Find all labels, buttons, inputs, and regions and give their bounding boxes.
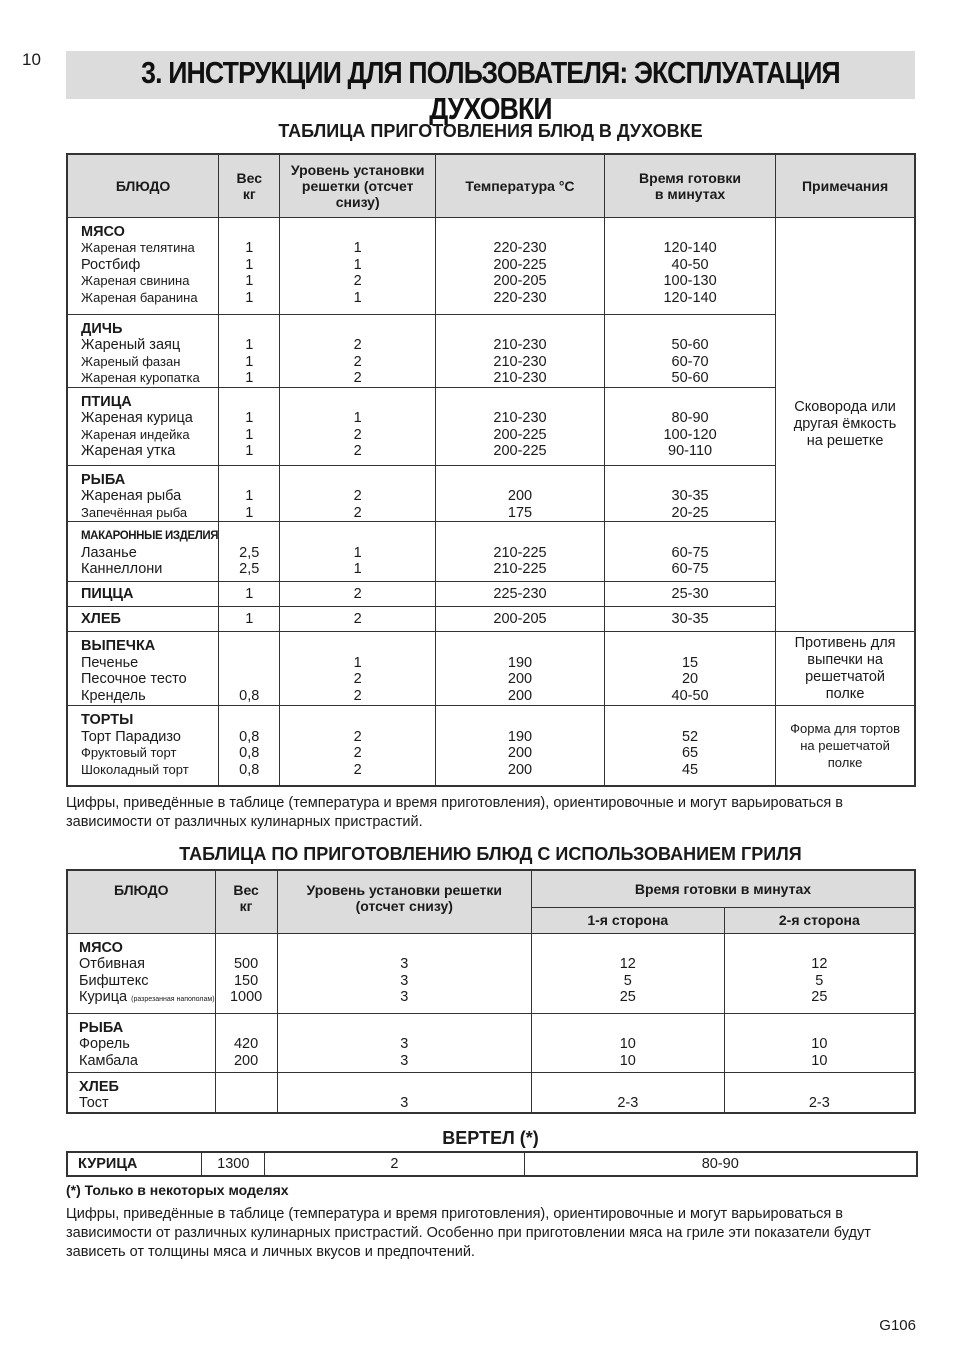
dish-temp: 210-225	[493, 561, 547, 577]
dish-name: Жареный фазан	[81, 353, 181, 369]
grill-level-cell	[277, 1072, 531, 1113]
dish-weight-cell	[219, 632, 280, 706]
dish-weight: 1	[219, 607, 280, 632]
dish-time: 40-50	[671, 256, 709, 273]
oven-table-title: ТАБЛИЦА ПРИГОТОВЛЕНИЯ БЛЮД В ДУХОВКЕ	[278, 121, 703, 141]
dish-names-cell	[67, 314, 219, 387]
dish-temperature: 200-205	[436, 607, 605, 632]
dish-time: 60-75	[671, 544, 709, 561]
dish-temp-cell	[436, 522, 605, 582]
grill-header-level: Уровень установки решетки (отсчет снизу)	[277, 870, 531, 933]
dish-weight: 1	[245, 240, 254, 256]
dish-level: 1	[353, 561, 362, 577]
dish-time: 60-70	[671, 353, 709, 370]
dish-name: Крендель	[81, 687, 146, 704]
dish-temp: 210-225	[493, 544, 547, 561]
dish-level: 1	[353, 654, 362, 671]
header-weight: Вес кг	[219, 154, 280, 217]
dish-level: 2	[353, 426, 362, 443]
dish-temp-cell	[436, 217, 605, 314]
grill-s2: 25	[811, 989, 828, 1005]
grill-names-cell	[67, 1013, 215, 1072]
notes-tray: Противень для выпечки на решетчатой полке	[776, 632, 915, 706]
dish-weight-cell	[219, 217, 280, 314]
dish-weight: 0,8	[239, 728, 260, 745]
grill-weight: 150	[233, 972, 259, 989]
dish-name: Торт Парадизо	[81, 728, 181, 745]
dish-level-cell	[280, 314, 436, 387]
dish-weight: 1	[245, 443, 254, 459]
dish-name: Жареная баранина	[81, 289, 198, 305]
dish-weight: 1	[245, 370, 254, 386]
dish-level-cell	[280, 706, 436, 786]
grill-s1: 25	[619, 989, 636, 1005]
grill-weight	[216, 1095, 277, 1112]
grill-s1: 5	[623, 972, 632, 989]
dish-time: 80-90	[671, 410, 709, 426]
dish-level: 1	[353, 240, 362, 256]
dish-level: 2	[353, 370, 362, 386]
dish-names-cell	[67, 706, 219, 786]
dish-name: Каннеллони	[81, 561, 163, 577]
dish-category: ПТИЦА	[81, 393, 132, 410]
dish-time: 45	[681, 761, 699, 778]
dish-weight: 1	[245, 504, 254, 521]
dish-time: 25-30	[604, 582, 775, 607]
grill-level: 3	[400, 1036, 409, 1052]
dish-temp: 200-225	[493, 443, 547, 459]
dish-name: Жареная свинина	[81, 273, 190, 288]
grill-level-cell	[277, 933, 531, 1013]
dish-level: 2	[280, 582, 436, 607]
notes-pan: Сковорода или другая ёмкость на решетке	[776, 217, 915, 632]
dish-temp: 175	[507, 504, 533, 521]
dish-name: Песочное тесто	[81, 671, 187, 687]
grill-s2-cell	[724, 933, 915, 1013]
dish-level: 2	[353, 728, 362, 745]
dish-weight: 1	[245, 426, 254, 443]
grill-footnote: Цифры, приведённые в таблице (температура и время приготовления), ориентировочные и могут варьироваться в зависимости от различных кулинарных пристрастий. Особенно при приготовлении мяса на гриле эти показатели будут зависеть от толщины мяса и личных вкусов и предпочтений.	[66, 1206, 871, 1260]
dish-temp: 220-230	[493, 289, 547, 306]
dish-level: 2	[280, 607, 436, 632]
dish-weight: 0,8	[239, 687, 260, 704]
dish-weight: 2,5	[239, 561, 260, 577]
notes-form: Форма для тортов на решетчатой полке	[776, 706, 915, 786]
grill-dish	[79, 956, 215, 973]
header-temperature: Температура °C	[436, 154, 605, 217]
dish-name: Фруктовый торт	[81, 745, 177, 760]
dish-name: Жареная рыба	[81, 488, 182, 504]
dish-time: 100-130	[663, 273, 717, 289]
spit-table	[66, 1151, 918, 1177]
grill-s2-cell	[724, 1013, 915, 1072]
dish-time: 40-50	[671, 687, 709, 704]
grill-weight-cell	[215, 1013, 277, 1072]
dish-weight: 1	[245, 273, 254, 289]
dish-names-cell	[67, 465, 219, 522]
dish-name: Жареная утка	[81, 443, 176, 459]
model-note: (*) Только в некоторых моделях	[66, 1182, 289, 1198]
dish-level: 1	[353, 410, 362, 426]
grill-s1: 2-3	[617, 1095, 639, 1111]
grill-level: 3	[400, 1095, 409, 1111]
grill-dish	[79, 989, 215, 1009]
dish-level: 2	[353, 353, 362, 370]
dish-temp: 200	[507, 671, 533, 687]
dish-time: 120-140	[663, 289, 717, 306]
dish-level: 2	[353, 488, 362, 504]
grill-category: ХЛЕБ	[79, 1078, 119, 1095]
dish-level: 2	[353, 504, 362, 521]
grill-header-weight: Вес кг	[215, 870, 277, 933]
dish-temperature: 225-230	[436, 582, 605, 607]
dish-weight: 1	[245, 488, 254, 504]
grill-dish	[79, 1095, 215, 1112]
grill-weight: 200	[233, 1052, 259, 1069]
dish-level: 1	[353, 289, 362, 306]
grill-s2: 5	[815, 972, 824, 989]
grill-weight-cell	[215, 933, 277, 1013]
dish-temp: 200	[507, 687, 533, 704]
dish-name: Запечённая рыба	[81, 504, 188, 520]
grill-s1: 10	[619, 1052, 636, 1069]
dish-level: 2	[353, 671, 362, 687]
dish-temp: 220-230	[493, 240, 547, 256]
grill-s2-cell	[724, 1072, 915, 1113]
dish-level: 2	[353, 745, 362, 761]
grill-s2: 12	[811, 956, 828, 972]
grill-dish	[79, 1036, 215, 1053]
spit-dish: КУРИЦА	[67, 1152, 202, 1176]
grill-header-dish: БЛЮДО	[67, 870, 215, 933]
dish-weight: 1	[219, 582, 280, 607]
grill-names-cell	[67, 933, 215, 1013]
grill-dish-extra: (разрезанная напополам)	[131, 996, 215, 1003]
dish-category: ВЫПЕЧКА	[81, 638, 156, 654]
dish-name: Ростбиф	[81, 256, 141, 273]
spit-weight: 1300	[202, 1152, 265, 1176]
dish-temp-cell	[436, 706, 605, 786]
spit-title: ВЕРТЕЛ (*)	[442, 1128, 539, 1148]
dish-temp: 210-230	[493, 410, 547, 426]
dish-weight-cell	[219, 465, 280, 522]
dish-weight: 0,8	[239, 761, 260, 778]
dish-time: 100-120	[663, 426, 717, 443]
dish-name: Шоколадный торт	[81, 761, 189, 777]
grill-s1: 12	[619, 956, 636, 972]
grill-category: РЫБА	[79, 1019, 124, 1036]
dish-weight	[219, 655, 279, 672]
grill-level-cell	[277, 1013, 531, 1072]
dish-temp: 210-230	[493, 337, 547, 353]
grill-level: 3	[400, 972, 409, 989]
dish-time-cell	[604, 314, 775, 387]
dish-temp: 210-230	[493, 353, 547, 370]
dish-time-cell	[604, 632, 775, 706]
grill-group-row	[67, 1072, 915, 1113]
dish-temp: 210-230	[493, 370, 547, 386]
dish-time: 50-60	[671, 370, 709, 386]
grill-level: 3	[400, 1052, 409, 1069]
dish-temp: 200	[507, 745, 533, 761]
grill-header-side1: 1-я сторона	[531, 907, 724, 933]
grill-dish	[79, 1053, 215, 1070]
dish-temp-cell	[436, 465, 605, 522]
dish-category: МЯСО	[81, 223, 125, 240]
dish-name: Печенье	[81, 654, 139, 671]
grill-group-row	[67, 1013, 915, 1072]
grill-s2: 10	[811, 1052, 828, 1069]
dish-temp: 200-205	[493, 273, 547, 289]
grill-s1-cell	[531, 1013, 724, 1072]
dish-time: 15	[681, 654, 699, 671]
dish-time-cell	[604, 522, 775, 582]
dish-category: ТОРТЫ	[81, 712, 134, 728]
dish-category: ПИЦЦА	[67, 582, 219, 607]
grill-dish-name: Камбала	[79, 1052, 138, 1069]
dish-level-cell	[280, 465, 436, 522]
dish-weight-cell	[219, 314, 280, 387]
grill-dish-name: Форель	[79, 1036, 130, 1052]
dish-temp: 200	[507, 488, 533, 504]
grill-weight: 420	[233, 1036, 259, 1052]
dish-name: Лазанье	[81, 544, 137, 561]
dish-time: 20	[681, 671, 699, 687]
dish-name: Жареная курица	[81, 410, 193, 426]
dish-time: 50-60	[671, 337, 709, 353]
dish-name: Жареная телятина	[81, 240, 195, 255]
page-title: 3. ИНСТРУКЦИИ ДЛЯ ПОЛЬЗОВАТЕЛЯ: ЭКСПЛУАТАЦИЯ ДУХОВКИ	[141, 55, 840, 126]
dish-time: 52	[681, 728, 699, 745]
grill-s2: 2-3	[808, 1095, 830, 1111]
grill-s2: 10	[811, 1036, 828, 1052]
header-dish: БЛЮДО	[67, 154, 219, 217]
dish-name: Жареная индейка	[81, 426, 190, 442]
spit-time: 80-90	[524, 1152, 917, 1176]
dish-weight-cell	[219, 387, 280, 465]
dish-level: 1	[353, 544, 362, 561]
dish-weight: 1	[245, 410, 254, 426]
dish-time-cell	[604, 706, 775, 786]
dish-level-cell	[280, 217, 436, 314]
footer-code: G106	[879, 1317, 916, 1334]
grill-weight-cell	[215, 1072, 277, 1113]
dish-weight: 2,5	[239, 544, 260, 561]
grill-s1-cell	[531, 933, 724, 1013]
grill-s1-cell	[531, 1072, 724, 1113]
dish-temp: 190	[507, 654, 533, 671]
dish-weight: 1	[245, 337, 254, 353]
dish-names-cell	[67, 217, 219, 314]
header-level: Уровень установки решетки (отсчет снизу)	[280, 154, 436, 217]
dish-time: 90-110	[668, 443, 713, 459]
dish-time-cell	[604, 217, 775, 314]
grill-header-time: Время готовки в минутах	[531, 870, 915, 907]
oven-group-row	[67, 632, 915, 706]
dish-temp-cell	[436, 387, 605, 465]
dish-time: 120-140	[663, 240, 717, 256]
grill-dish-name: Тост	[79, 1095, 109, 1111]
dish-category: ДИЧЬ	[81, 320, 123, 337]
dish-name: Жареный заяц	[81, 337, 181, 353]
dish-time: 65	[681, 745, 699, 761]
dish-weight: 1	[245, 256, 254, 273]
dish-name: Жареная куропатка	[81, 370, 200, 385]
grill-table	[66, 869, 916, 1114]
dish-names-cell	[67, 522, 219, 582]
header-notes: Примечания	[776, 154, 915, 217]
grill-level: 3	[400, 989, 409, 1005]
dish-level: 1	[353, 256, 362, 273]
dish-weight-cell	[219, 706, 280, 786]
oven-group-row	[67, 706, 915, 786]
dish-temp: 200-225	[493, 426, 547, 443]
dish-level-cell	[280, 632, 436, 706]
spit-level: 2	[265, 1152, 524, 1176]
grill-dish-name: Отбивная	[79, 956, 145, 972]
dish-level: 2	[353, 687, 362, 704]
dish-time-cell	[604, 387, 775, 465]
oven-footnote: Цифры, приведённые в таблице (температура и время приготовления), ориентировочные и могут варьироваться в зависимости от различных кулинарных пристрастий.	[66, 795, 843, 830]
grill-s1: 10	[619, 1036, 636, 1052]
grill-dish-name: Бифштекс	[79, 972, 149, 989]
grill-level: 3	[400, 956, 409, 972]
dish-temp-cell	[436, 632, 605, 706]
dish-temp: 190	[507, 728, 533, 745]
dish-time: 30-35	[671, 488, 709, 504]
dish-temp: 200	[507, 761, 533, 778]
dish-category: МАКАРОННЫЕ ИЗДЕЛИЯ	[81, 530, 219, 542]
dish-weight: 1	[245, 353, 254, 370]
grill-weight: 500	[233, 956, 259, 972]
grill-weight: 1000	[229, 989, 263, 1005]
dish-category: РЫБА	[81, 471, 126, 488]
header-time: Время готовки в минутах	[604, 154, 775, 217]
dish-weight: 1	[245, 289, 254, 306]
dish-temp: 200-225	[493, 256, 547, 273]
dish-level: 2	[353, 337, 362, 353]
dish-time-cell	[604, 465, 775, 522]
grill-dish-name: Курица	[79, 989, 128, 1005]
dish-names-cell	[67, 632, 219, 706]
dish-weight	[219, 671, 279, 688]
dish-category: ХЛЕБ	[67, 607, 219, 632]
dish-names-cell	[67, 387, 219, 465]
page-number: 10	[22, 50, 41, 69]
dish-level: 2	[353, 273, 362, 289]
grill-dish	[79, 973, 215, 990]
grill-header-side2: 2-я сторона	[724, 907, 915, 933]
dish-level: 2	[353, 443, 362, 459]
grill-table-title: ТАБЛИЦА ПО ПРИГОТОВЛЕНИЮ БЛЮД С ИСПОЛЬЗОВАНИЕМ ГРИЛЯ	[179, 844, 802, 864]
header-band	[66, 51, 915, 126]
dish-time: 60-75	[671, 561, 709, 577]
oven-group-row	[67, 217, 915, 314]
dish-level-cell	[280, 387, 436, 465]
dish-level: 2	[353, 761, 362, 778]
dish-weight-cell	[219, 522, 280, 582]
dish-time: 30-35	[604, 607, 775, 632]
dish-weight: 0,8	[239, 745, 260, 761]
dish-level-cell	[280, 522, 436, 582]
oven-table	[66, 153, 916, 787]
dish-temp-cell	[436, 314, 605, 387]
grill-category: МЯСО	[79, 939, 123, 956]
dish-time: 20-25	[671, 504, 709, 521]
grill-group-row	[67, 933, 915, 1013]
grill-names-cell	[67, 1072, 215, 1113]
